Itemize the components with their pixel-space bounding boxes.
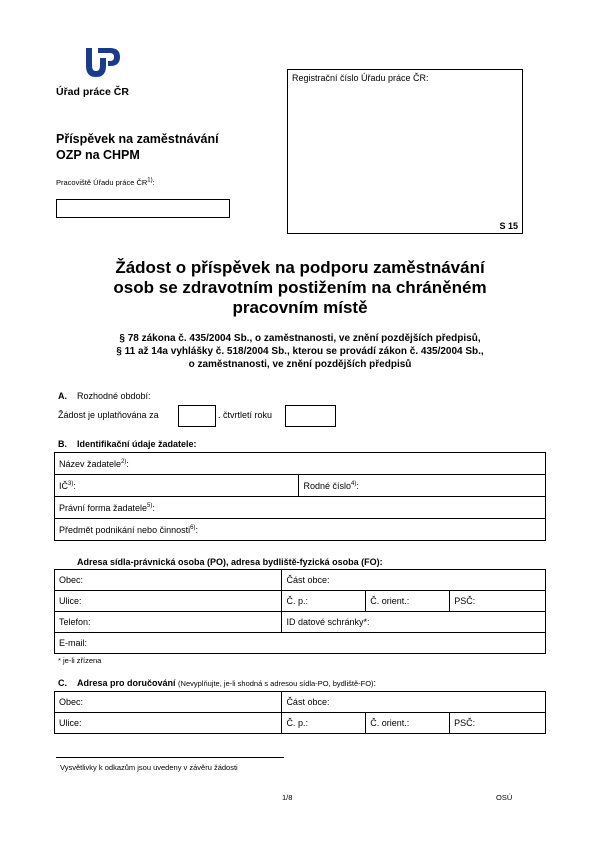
table-row	[55, 570, 546, 591]
table-row	[55, 475, 546, 497]
office-code: OSÚ	[496, 793, 513, 802]
page-number: 1/8	[282, 793, 293, 802]
section-c-colon: :	[373, 678, 377, 688]
page-title	[40, 258, 560, 318]
table-row	[55, 453, 546, 475]
legal-form-field[interactable]: Právní forma žadatele$^{5)}$:	[55, 497, 546, 519]
footnote-ref: 2)	[121, 458, 127, 465]
business-subject-label: Předmět podnikání nebo činnosti	[59, 524, 191, 535]
section-c-hint: (Nevyplňujte, je-li shodná s adresou sídla-PO, bydliště-FO)	[178, 679, 374, 688]
subtitle-line-1: Příspěvek na zaměstnávání	[56, 132, 219, 146]
phone-field[interactable]: Telefon:	[55, 612, 282, 633]
logo-name: Úřad práce ČR	[56, 86, 129, 98]
delivery-house-number-field[interactable]: Č. p.:	[282, 713, 366, 734]
law-line-2: § 11 až 14a vyhlášky č. 518/2004 Sb., kterou se provádí zákon č. 435/2004 Sb.,	[116, 346, 484, 357]
form-code: S 15	[499, 221, 518, 231]
quarter-label: . čtvrtletí roku	[218, 410, 273, 420]
email-field[interactable]: E-mail:	[55, 633, 546, 654]
workplace-input[interactable]	[56, 199, 230, 218]
legal-basis	[40, 332, 560, 371]
form-subtitle	[56, 131, 219, 163]
subtitle-line-2: OZP na CHPM	[56, 148, 140, 162]
databox-field[interactable]: ID datové schránky*:	[282, 612, 546, 633]
footnote-ref: 3)	[68, 480, 74, 487]
delivery-postal-code-field[interactable]: PSČ:	[450, 713, 546, 734]
footnote-divider	[56, 757, 284, 758]
applied-label: Žádost je uplatňována za	[58, 410, 159, 420]
databox-note: * je-li zřízena	[58, 656, 102, 665]
delivery-municipality-part-field[interactable]: Část obce:	[282, 692, 546, 713]
section-a-heading	[58, 391, 151, 401]
birth-number-field[interactable]: Rodné číslo$^{4)}$:	[299, 475, 546, 497]
section-c-letter: C.	[58, 678, 67, 688]
table-row	[55, 692, 546, 713]
footnote-ref: 5)	[147, 502, 153, 509]
municipality-part-field[interactable]: Část obce:	[282, 570, 546, 591]
delivery-municipality-field[interactable]: Obec:	[55, 692, 282, 713]
table-row	[55, 713, 546, 734]
footnote-ref: 4)	[350, 480, 357, 487]
up-logo-icon	[52, 44, 132, 84]
registration-label: Registrační číslo Úřadu práce ČR:	[292, 73, 429, 83]
title-line-2: osob se zdravotním postižením na chráněném	[113, 278, 487, 297]
section-c-heading	[58, 678, 376, 688]
birth-number-label: Rodné číslo	[303, 480, 351, 491]
workplace-label: Pracoviště Úřadu práce ČR$^{1)}$:	[56, 177, 155, 187]
workplace-label-text: Pracoviště Úřadu práce ČR	[56, 178, 148, 187]
address-table	[54, 569, 546, 654]
section-b-letter: B.	[58, 439, 67, 449]
ic-field[interactable]: IČ$^{3)}$:	[55, 475, 299, 497]
address-heading: Adresa sídla-právnická osoba (PO), adresa bydliště-fyzická osoba (FO):	[77, 557, 383, 567]
footnote-text: Vysvětlivky k odkazům jsou uvedeny v závěru žádosti	[60, 763, 238, 772]
municipality-field[interactable]: Obec:	[55, 570, 282, 591]
house-number-field[interactable]: Č. p.:	[282, 591, 366, 612]
table-row	[55, 612, 546, 633]
section-c-title: Adresa pro doručování	[77, 678, 176, 688]
delivery-orientation-number-field[interactable]: Č. orient.:	[366, 713, 450, 734]
footnote-ref: 6)	[190, 524, 196, 531]
delivery-street-field[interactable]: Ulice:	[55, 713, 282, 734]
legal-form-label: Právní forma žadatele	[59, 502, 148, 513]
applicant-name-label: Název žadatele	[59, 458, 122, 469]
law-line-1: § 78 zákona č. 435/2004 Sb., o zaměstnanosti, ve znění pozdějších předpisů,	[119, 333, 481, 344]
year-input[interactable]	[285, 405, 336, 427]
ic-label: IČ	[59, 480, 68, 491]
title-line-1: Žádost o příspěvek na podporu zaměstnávání	[115, 258, 485, 277]
delivery-address-table	[54, 691, 546, 734]
street-field[interactable]: Ulice:	[55, 591, 282, 612]
table-row	[55, 497, 546, 519]
business-subject-field[interactable]: Předmět podnikání nebo činnosti$^{6)}$:	[55, 519, 546, 541]
table-row	[55, 633, 546, 654]
section-b-heading	[58, 439, 197, 449]
applicant-table	[54, 452, 546, 541]
postal-code-field[interactable]: PSČ:	[450, 591, 546, 612]
registration-box[interactable]	[287, 69, 523, 234]
orientation-number-field[interactable]: Č. orient.:	[366, 591, 450, 612]
table-row	[55, 519, 546, 541]
law-line-3: o zaměstnanosti, ve znění pozdějších předpisů	[188, 359, 412, 370]
applicant-name-field[interactable]: Název žadatele$^{2)}$:	[55, 453, 546, 475]
section-a-title: Rozhodné období:	[77, 391, 151, 401]
section-b-title: Identifikační údaje žadatele:	[77, 439, 197, 449]
quarter-input[interactable]	[178, 405, 216, 427]
up-logo	[52, 44, 132, 89]
workplace-footnote-ref: 1)	[147, 177, 153, 184]
table-row	[55, 591, 546, 612]
section-a-letter: A.	[58, 391, 67, 401]
title-line-3: pracovním místě	[232, 298, 368, 317]
